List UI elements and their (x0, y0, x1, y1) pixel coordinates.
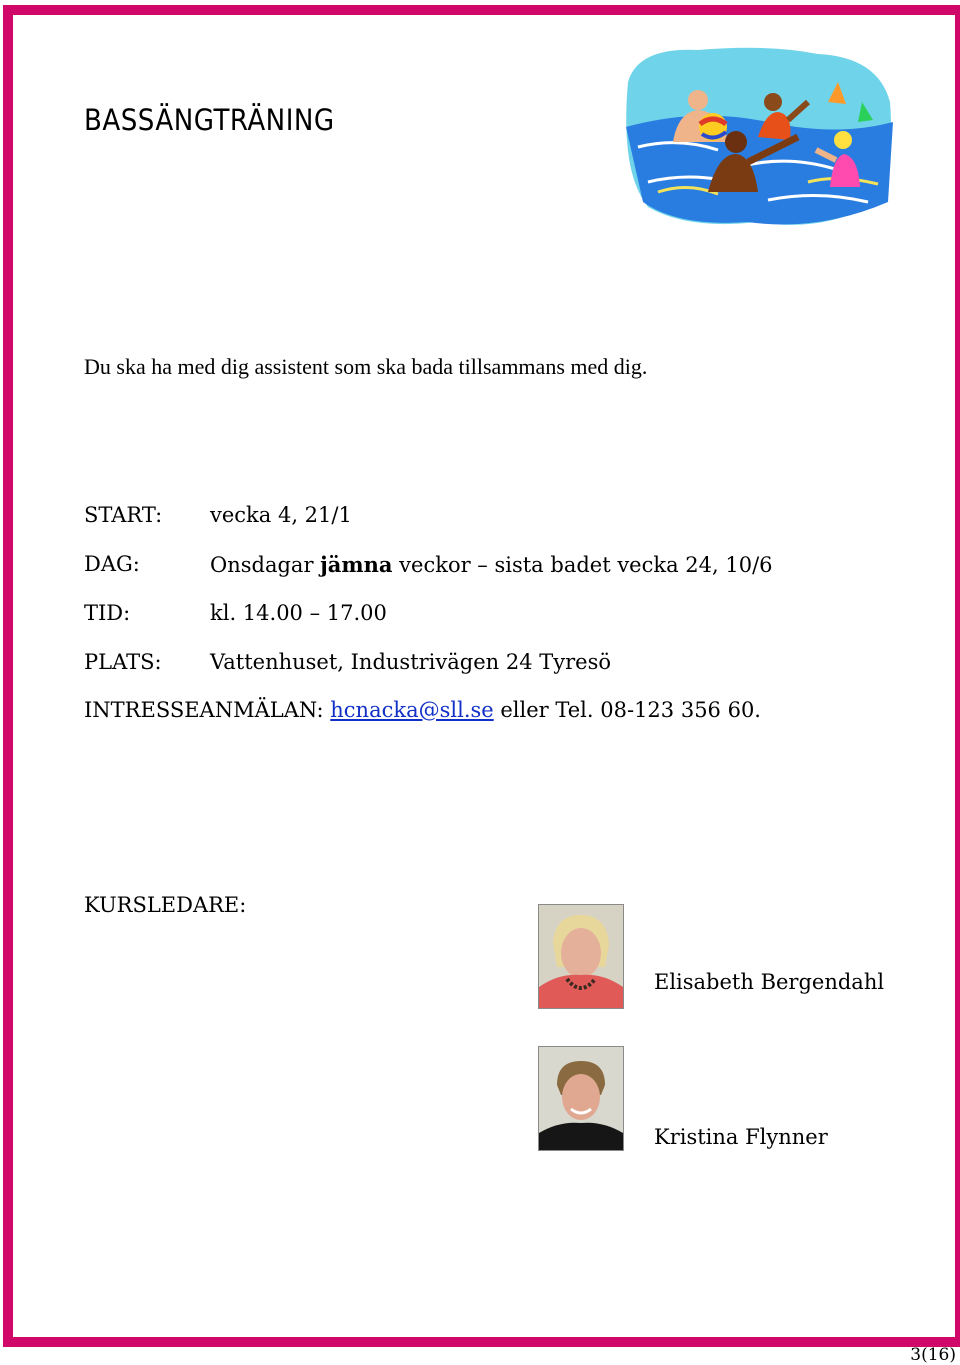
kursledare-label: KURSLEDARE: (84, 893, 247, 917)
leader-name: Elisabeth Bergendahl (654, 970, 885, 994)
plats-value: Vattenhuset, Industrivägen 24 Tyresö (210, 650, 611, 674)
intresse-row (84, 700, 761, 721)
dag-suffix: veckor – sista badet vecka 24, 10/6 (392, 553, 773, 577)
intro-text: Du ska ha med dig assistent som ska bada tillsammans med dig. (84, 354, 648, 379)
leader-name: Kristina Flynner (654, 1125, 828, 1149)
dag-value (210, 554, 773, 576)
dag-label: DAG: (84, 552, 140, 576)
plats-label: PLATS: (84, 650, 162, 674)
tid-label: TID: (84, 601, 131, 625)
tid-value: kl. 14.00 – 17.00 (210, 601, 387, 625)
leader-photo (538, 904, 624, 1009)
intresse-label: INTRESSEANMÄLAN: (84, 698, 324, 722)
start-label: START: (84, 503, 163, 527)
swimming-clipart (618, 42, 896, 232)
leader-photo (538, 1046, 624, 1151)
page-title: BASSÄNGTRÄNING (84, 103, 335, 137)
start-value: vecka 4, 21/1 (210, 503, 352, 527)
intresse-suffix: eller Tel. 08-123 356 60. (493, 698, 761, 722)
dag-bold: jämna (320, 552, 393, 577)
dag-prefix: Onsdagar (210, 553, 321, 577)
page-number: 3(16) (910, 1345, 956, 1365)
email-link[interactable]: hcnacka@sll.se (330, 698, 494, 722)
